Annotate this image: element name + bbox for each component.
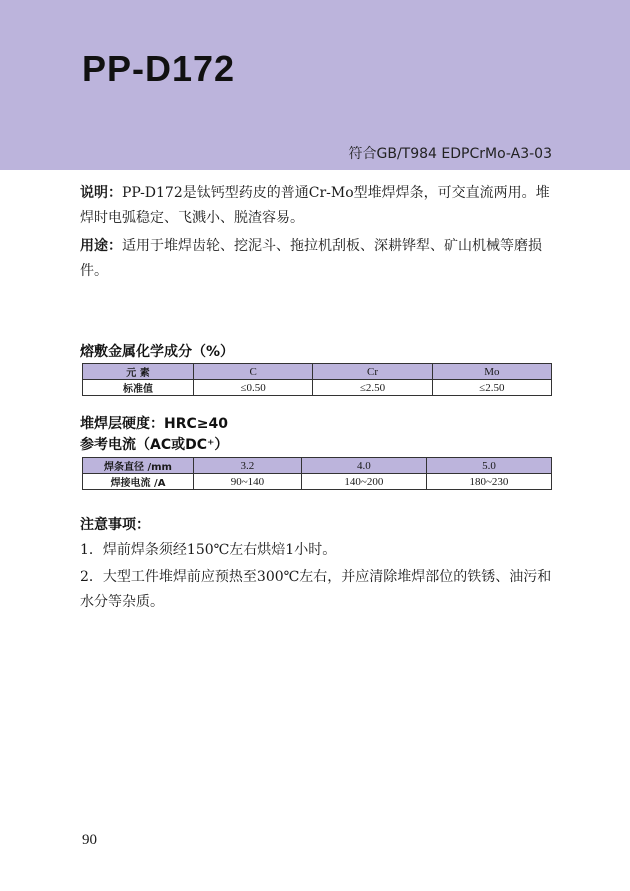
table-cell: C [194, 364, 313, 380]
table-cell: 140~200 [301, 474, 426, 490]
table-cell: ≤2.50 [432, 380, 551, 396]
page-number: 90 [82, 832, 97, 848]
usage-paragraph [80, 234, 555, 284]
table-cell: ≤0.50 [194, 380, 313, 396]
table-row [83, 458, 552, 474]
current-table [82, 457, 552, 490]
table-cell: 3.2 [194, 458, 302, 474]
current-heading: 参考电流（AC或DC⁺） [80, 437, 229, 453]
standard-label: 符合GB/T984 EDPCrMo-A3-03 [348, 146, 552, 162]
table-row [83, 474, 552, 490]
usage-text: 适用于堆焊齿轮、挖泥斗、拖拉机刮板、深耕铧犁、矿山机械等磨损件。 [80, 238, 542, 279]
description-text: PP-D172是钛钙型药皮的普通Cr-Mo型堆焊焊条，可交直流两用。堆焊时电弧稳定、飞溅小、脱渣容易。 [80, 185, 550, 226]
note-item: 1．焊前焊条须经150℃左右烘焙1小时。 [80, 542, 337, 558]
page-title: PP-D172 [82, 48, 236, 89]
usage-label: 用途： [80, 238, 122, 254]
description-paragraph [80, 181, 555, 231]
table-cell: 焊接电流 /A [83, 474, 194, 490]
description-label: 说明： [80, 185, 122, 201]
composition-heading: 熔敷金属化学成分（%） [80, 344, 235, 360]
table-cell: ≤2.50 [313, 380, 432, 396]
table-cell: 5.0 [426, 458, 551, 474]
notes-heading: 注意事项： [80, 517, 150, 533]
table-cell: 标准值 [83, 380, 194, 396]
table-cell: 焊条直径 /mm [83, 458, 194, 474]
table-cell: Cr [313, 364, 432, 380]
hardness-heading: 堆焊层硬度：HRC≥40 [80, 416, 228, 432]
table-cell: 4.0 [301, 458, 426, 474]
table-cell: 180~230 [426, 474, 551, 490]
table-row [83, 364, 552, 380]
composition-table [82, 363, 552, 396]
table-row [83, 380, 552, 396]
table-cell: Mo [432, 364, 551, 380]
table-cell: 元 素 [83, 364, 194, 380]
note-item: 2．大型工件堆焊前应预热至300℃左右，并应清除堆焊部位的铁锈、油污和水分等杂质。 [80, 569, 552, 610]
table-cell: 90~140 [194, 474, 302, 490]
